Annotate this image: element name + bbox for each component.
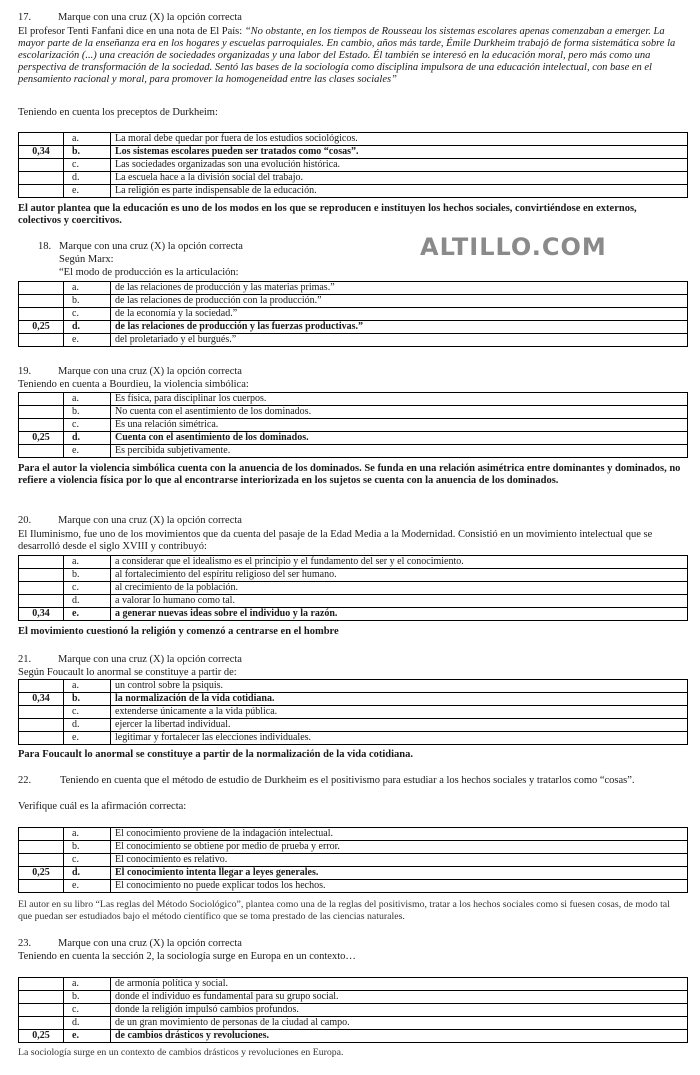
option-row[interactable]	[19, 693, 688, 706]
option-row[interactable]	[19, 595, 688, 608]
option-letter: c.	[64, 159, 111, 172]
option-row[interactable]	[19, 719, 688, 732]
option-letter: e.	[64, 1030, 111, 1043]
question-number: 19.	[18, 366, 32, 377]
option-row[interactable]	[19, 608, 688, 621]
option-row[interactable]	[19, 680, 688, 693]
option-letter: a.	[64, 828, 111, 841]
options-table-18	[18, 281, 688, 347]
explanation-17: El autor plantea que la educación es uno de los modos en los que se reproducen e instituyen los hechos sociales, convirtiéndose en externos, colectivos y coercitivos.	[18, 203, 637, 226]
option-letter: d.	[64, 432, 111, 445]
option-row[interactable]	[19, 185, 688, 198]
option-row[interactable]	[19, 1030, 688, 1043]
options-table-21	[18, 679, 688, 745]
option-row[interactable]	[19, 419, 688, 432]
option-score	[19, 828, 64, 841]
option-letter: b.	[64, 406, 111, 419]
option-score: 0,25	[19, 321, 64, 334]
option-score	[19, 978, 64, 991]
option-text: Es percibida subjetivamente.	[111, 445, 688, 458]
options-table-17	[18, 132, 688, 198]
option-letter: b.	[64, 295, 111, 308]
explanation-21: Para Foucault lo anormal se constituye a partir de la normalización de la vida cotidiana.	[18, 749, 413, 760]
question-prompt: “El modo de producción es la articulación:	[59, 267, 239, 278]
option-row[interactable]	[19, 978, 688, 991]
question-22-header	[18, 775, 682, 787]
option-score	[19, 841, 64, 854]
explanation-22: El autor en su libro “Las reglas del Método Sociológico”, plantea como una de la reglas del positivismo, tratar a los hechos sociales como si fuesen cosas, de modo tal que puedan ser estudiados bajo el método científico que se toma prestado de las ciencias naturales.	[18, 899, 670, 922]
option-letter: e.	[64, 732, 111, 745]
option-score: 0,25	[19, 1030, 64, 1043]
question-quote: “No obstante, en los tiempos de Rousseau los sistemas escolares apenas comenzaban a emerger. La mayor parte de la enseñanza era en los hogares y escuelas parroquiales. En cambio, años más tarde, Émile Durkheim trabajó de forma sistemática sobre la escolarización (...) una creación de sociedades organizadas y una labor del Estado. Él también se interesó en la educación moral, pero más como una perspectiva de transformación de la sociedad. Sentó las bases de la sociología como disciplina impulsora de una educación intelectual, con base en el pensamiento racional y moral, para promover la homogeneidad entre las clases sociales”	[18, 26, 676, 85]
question-17-header	[18, 12, 242, 24]
option-letter: c.	[64, 854, 111, 867]
option-row[interactable]	[19, 445, 688, 458]
option-letter: e.	[64, 445, 111, 458]
option-text: La religión es parte indispensable de la educación.	[111, 185, 688, 198]
option-letter: c.	[64, 1004, 111, 1017]
option-score	[19, 282, 64, 295]
option-row[interactable]	[19, 841, 688, 854]
option-letter: e.	[64, 185, 111, 198]
option-score	[19, 854, 64, 867]
option-row[interactable]	[19, 282, 688, 295]
option-row[interactable]	[19, 334, 688, 347]
option-row[interactable]	[19, 432, 688, 445]
question-prompt: Según Foucault lo anormal se constituye a partir de:	[18, 667, 237, 678]
option-letter: c.	[64, 419, 111, 432]
option-letter: e.	[64, 334, 111, 347]
option-letter: b.	[64, 841, 111, 854]
option-letter: a.	[64, 556, 111, 569]
option-score	[19, 419, 64, 432]
option-row[interactable]	[19, 569, 688, 582]
option-score	[19, 406, 64, 419]
option-text: Las sociedades organizadas son una evolución histórica.	[111, 159, 688, 172]
option-score	[19, 308, 64, 321]
option-text: donde la religión impulsó cambios profundos.	[111, 1004, 688, 1017]
option-text: Los sistemas escolares pueden ser tratados como “cosas”.	[111, 146, 688, 159]
options-table-22	[18, 827, 688, 893]
option-row[interactable]	[19, 308, 688, 321]
option-score	[19, 295, 64, 308]
option-text: donde el individuo es fundamental para su grupo social.	[111, 991, 688, 1004]
option-text: de las relaciones de producción y las fuerzas productivas.”	[111, 321, 688, 334]
option-letter: d.	[64, 172, 111, 185]
option-score	[19, 719, 64, 732]
option-letter: b.	[64, 693, 111, 706]
option-row[interactable]	[19, 854, 688, 867]
question-instruction: Marque con una cruz (X) la opción correcta	[58, 366, 242, 377]
option-text: Es física, para disciplinar los cuerpos.	[111, 393, 688, 406]
option-row[interactable]	[19, 406, 688, 419]
option-text: a considerar que el idealismo es el principio y el fundamento del ser y el conocimiento.	[111, 556, 688, 569]
option-score	[19, 445, 64, 458]
explanation-20: El movimiento cuestionó la religión y comenzó a centrarse en el hombre	[18, 626, 339, 637]
option-row[interactable]	[19, 706, 688, 719]
question-number: 17.	[18, 12, 32, 23]
option-letter: d.	[64, 595, 111, 608]
option-score	[19, 595, 64, 608]
option-text: de la economía y la sociedad.”	[111, 308, 688, 321]
option-text: Cuenta con el asentimiento de los dominados.	[111, 432, 688, 445]
option-letter: d.	[64, 321, 111, 334]
option-text: extenderse únicamente a la vida pública.	[111, 706, 688, 719]
explanation-23: La sociología surge en un contexto de cambios drásticos y revoluciones en Europa.	[18, 1047, 344, 1058]
option-score: 0,34	[19, 608, 64, 621]
option-text: a valorar lo humano como tal.	[111, 595, 688, 608]
question-instruction: Teniendo en cuenta que el método de estudio de Durkheim es el positivismo para estudiar a los hechos sociales y tratarlos como “cosas”.	[60, 775, 635, 786]
option-letter: e.	[64, 608, 111, 621]
option-letter: a.	[64, 393, 111, 406]
question-number: 21.	[18, 654, 32, 665]
option-score	[19, 556, 64, 569]
option-row[interactable]	[19, 321, 688, 334]
option-letter: b.	[64, 991, 111, 1004]
option-text: del proletariado y el burgués.”	[111, 334, 688, 347]
question-number: 23.	[18, 938, 32, 949]
option-score: 0,25	[19, 867, 64, 880]
question-23-header	[18, 938, 242, 950]
option-row[interactable]	[19, 133, 688, 146]
option-letter: a.	[64, 282, 111, 295]
question-21-header	[18, 654, 242, 666]
question-prompt: Verifique cuál es la afirmación correcta:	[18, 801, 187, 812]
question-instruction: Marque con una cruz (X) la opción correcta	[59, 241, 243, 252]
option-text: ejercer la libertad individual.	[111, 719, 688, 732]
option-text: a generar nuevas ideas sobre el individuo y la razón.	[111, 608, 688, 621]
option-text: al crecimiento de la población.	[111, 582, 688, 595]
question-intro: El profesor Tenti Fanfani dice en una nota de El País:	[18, 26, 243, 37]
question-number: 20.	[18, 515, 32, 526]
option-score	[19, 680, 64, 693]
option-letter: a.	[64, 978, 111, 991]
option-text: El conocimiento no puede explicar todos los hechos.	[111, 880, 688, 893]
option-row[interactable]	[19, 880, 688, 893]
option-score	[19, 732, 64, 745]
question-prompt: Teniendo en cuenta los preceptos de Durkheim:	[18, 107, 218, 118]
option-row[interactable]	[19, 295, 688, 308]
option-score	[19, 1004, 64, 1017]
watermark-logo: ALTILLO.COM	[420, 233, 607, 261]
question-number: 22.	[18, 775, 32, 786]
option-row[interactable]	[19, 991, 688, 1004]
question-prompt: Teniendo en cuenta la sección 2, la sociología surge en Europa en un contexto…	[18, 951, 356, 962]
option-letter: d.	[64, 1017, 111, 1030]
question-18-header	[38, 241, 243, 253]
option-score	[19, 991, 64, 1004]
option-letter: c.	[64, 308, 111, 321]
option-letter: c.	[64, 706, 111, 719]
option-letter: d.	[64, 719, 111, 732]
options-table-20	[18, 555, 688, 621]
option-row[interactable]	[19, 582, 688, 595]
option-letter: b.	[64, 146, 111, 159]
option-score: 0,25	[19, 432, 64, 445]
explanation-19: Para el autor la violencia simbólica cuenta con la anuencia de los dominados. Se funda en una relación asimétrica entre dominantes y dominados, no refiere a violencia física por lo que al encontrarse interiorizada en los sujetos se cuenta con la anuencia de los dominados.	[18, 463, 681, 486]
option-score: 0,34	[19, 693, 64, 706]
option-text: de las relaciones de producción con la producción.”	[111, 295, 688, 308]
option-text: La escuela hace a la división social del trabajo.	[111, 172, 688, 185]
option-text: El conocimiento es relativo.	[111, 854, 688, 867]
option-text: La moral debe quedar por fuera de los estudios sociológicos.	[111, 133, 688, 146]
question-instruction: Marque con una cruz (X) la opción correcta	[58, 12, 242, 23]
option-text: de un gran movimiento de personas de la ciudad al campo.	[111, 1017, 688, 1030]
question-subtitle: Según Marx:	[59, 254, 114, 265]
option-row[interactable]	[19, 393, 688, 406]
option-text: al fortalecimiento del espíritu religioso del ser humano.	[111, 569, 688, 582]
option-score: 0,34	[19, 146, 64, 159]
option-score	[19, 569, 64, 582]
option-text: El conocimiento se obtiene por medio de prueba y error.	[111, 841, 688, 854]
option-text: legitimar y fortalecer las elecciones individuales.	[111, 732, 688, 745]
option-row[interactable]	[19, 556, 688, 569]
question-prompt: Teniendo en cuenta a Bourdieu, la violencia simbólica:	[18, 379, 249, 390]
option-letter: a.	[64, 680, 111, 693]
option-letter: d.	[64, 867, 111, 880]
option-score	[19, 393, 64, 406]
option-score	[19, 582, 64, 595]
option-row[interactable]	[19, 146, 688, 159]
option-text: de las relaciones de producción y las materias primas.”	[111, 282, 688, 295]
option-letter: e.	[64, 880, 111, 893]
question-instruction: Marque con una cruz (X) la opción correcta	[58, 515, 242, 526]
option-text: un control sobre la psiquis.	[111, 680, 688, 693]
option-text: de armonía política y social.	[111, 978, 688, 991]
option-score	[19, 133, 64, 146]
question-instruction: Marque con una cruz (X) la opción correcta	[58, 654, 242, 665]
option-text: El conocimiento intenta llegar a leyes generales.	[111, 867, 688, 880]
option-row[interactable]	[19, 1017, 688, 1030]
question-prompt: El Iluminismo, fue uno de los movimientos que da cuenta del pasaje de la Edad Media a la Modernidad. Consistió en un movimiento intelectual que se desarrolló desde el siglo XVIII y contribuyó:	[18, 529, 653, 552]
option-score	[19, 185, 64, 198]
option-text: de cambios drásticos y revoluciones.	[111, 1030, 688, 1043]
option-text: El conocimiento proviene de la indagación intelectual.	[111, 828, 688, 841]
option-score	[19, 159, 64, 172]
question-number: 18.	[38, 241, 52, 252]
option-letter: a.	[64, 133, 111, 146]
option-row[interactable]	[19, 828, 688, 841]
option-row[interactable]	[19, 1004, 688, 1017]
question-instruction: Marque con una cruz (X) la opción correcta	[58, 938, 242, 949]
option-score	[19, 880, 64, 893]
options-table-23	[18, 977, 688, 1043]
option-text: No cuenta con el asentimiento de los dominados.	[111, 406, 688, 419]
option-letter: b.	[64, 569, 111, 582]
question-17-text	[18, 26, 682, 86]
option-letter: c.	[64, 582, 111, 595]
option-score	[19, 1017, 64, 1030]
option-text: la normalización de la vida cotidiana.	[111, 693, 688, 706]
option-row[interactable]	[19, 172, 688, 185]
options-table-19	[18, 392, 688, 458]
option-row[interactable]	[19, 867, 688, 880]
question-20-header	[18, 515, 242, 527]
option-score	[19, 172, 64, 185]
question-19-header	[18, 366, 242, 378]
option-row[interactable]	[19, 732, 688, 745]
option-score	[19, 334, 64, 347]
option-score	[19, 706, 64, 719]
option-row[interactable]	[19, 159, 688, 172]
option-text: Es una relación simétrica.	[111, 419, 688, 432]
